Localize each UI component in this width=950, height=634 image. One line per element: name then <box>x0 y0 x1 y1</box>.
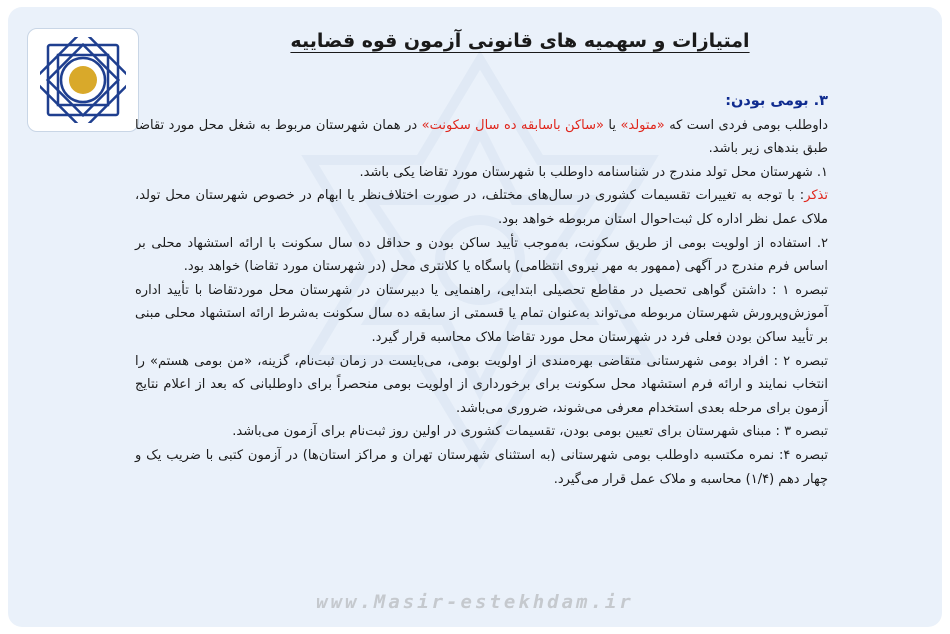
document-body <box>135 90 828 491</box>
section-heading: ۳. بومی بودن: <box>725 93 828 109</box>
page-title: امتیازات و سهمیه های قانونی آزمون قوه قضاییه <box>290 30 750 52</box>
intro-paragraph <box>135 114 828 161</box>
item-2: ۲. استفاده از اولویت بومی از طریق سکونت، به‌موجب تأیید ساکن بودن و حداقل ده سال سکونت با ارائه استشهاد محلی بر اساس فرم مندرج در آگهی (ممهور به مهر نیروی انتظامی) پاسگاه یا کلانتری محل (در شهرستان مورد تقاضا) خواهد بود. <box>135 235 828 275</box>
note-4: تبصره ۴: نمره مکتسبه داوطلب بومی شهرستانی (به استثنای شهرستان تهران و مراکز استان‌ها) در آزمون کتبی با ضریب یک و چهار دهم (۱/۴) محاسبه و ملاک عمل قرار می‌گیرد. <box>135 447 828 487</box>
note-1: تبصره ۱ : داشتن گواهی تحصیل در مقاطع تحصیلی ابتدایی، راهنمایی یا دبیرستان در شهرستان محل موردتقاضا با تأیید اداره آموزش‌وپرورش شهرستان مربوطه می‌تواند به‌عنوان تمام یا قسمتی از سابقه ده سال سکونت به‌شرط ارائه استشهاد محلی مبنی بر تأیید ساکن بودن فعلی فرد در شهرستان محل مورد تقاضا ملاک محاسبه قرار گیرد. <box>135 282 828 345</box>
footer-watermark: www.Masir-estekhdam.ir <box>316 591 634 613</box>
logo-box <box>27 28 139 132</box>
item-1: ۱. شهرستان محل تولد مندرج در شناسنامه داوطلب با شهرستان مورد تقاضا یکی باشد. <box>359 164 828 180</box>
reminder-text: : با توجه به تغییرات تقسیمات کشوری در سال‌های مختلف، در صورت اختلاف‌نظر یا ابهام در خصوص شهرستان محل تولد، ملاک عمل نظر اداره کل ثبت‌احوال استان مربوطه خواهد بود. <box>135 188 828 227</box>
intro-text-2: یا <box>603 117 621 133</box>
intro-text-1: داوطلب بومی فردی است که <box>664 117 829 133</box>
reminder-paragraph <box>135 184 828 231</box>
judiciary-logo-icon <box>40 37 126 123</box>
intro-text-3: در همان شهرستان مربوط به شغل محل مورد تقاضا طبق بندهای زیر باشد. <box>135 117 828 157</box>
note-2: تبصره ۲ : افراد بومی شهرستانی متقاضی بهره‌مندی از اولویت بومی، می‌بایست در زمان ثبت‌نام، گزینه، «من بومی هستم» را انتخاب نمایند و ارائه فرم استشهاد محل سکونت برای برخورداری از اولویت بومی منحصراً برای داوطلبانی که بعد از اعلام نتایج آزمون برای مرحله بعدی استخدام معرفی می‌شوند، ضروری می‌باشد. <box>135 353 828 416</box>
intro-highlight-born: «متولد» <box>620 117 665 133</box>
reminder-label: تذکر <box>804 188 828 204</box>
intro-highlight-resident: «ساکن باسابقه ده سال سکونت» <box>421 117 604 133</box>
note-3: تبصره ۳ : مبنای شهرستان برای تعیین بومی بودن، تقسیمات کشوری در اولین روز ثبت‌نام برای آزمون می‌باشد. <box>232 424 828 440</box>
